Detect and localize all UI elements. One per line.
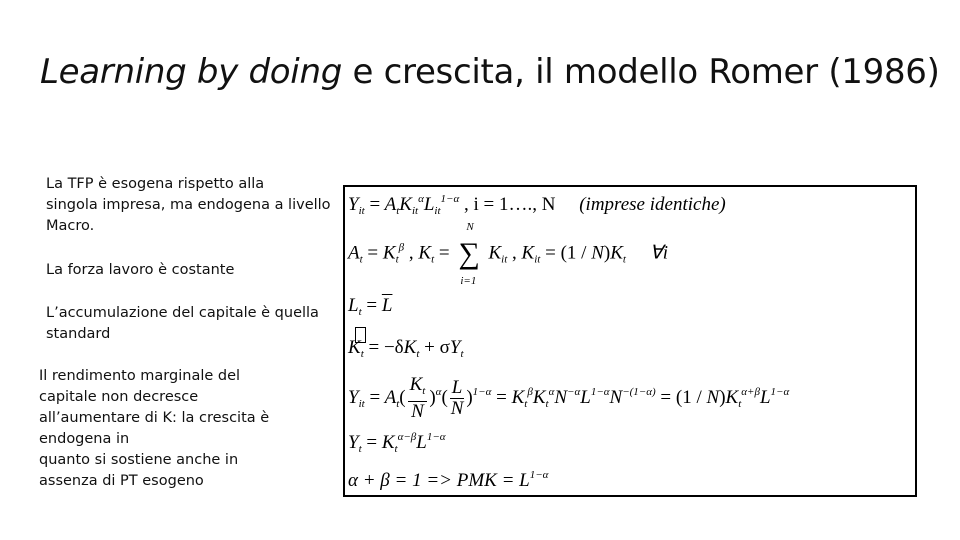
equation-box <box>343 185 917 497</box>
eq2-forall: ∀i <box>649 242 668 264</box>
note-line: quanto si sostiene anche in <box>39 452 239 468</box>
note-line: endogena in <box>39 431 130 447</box>
note-growth <box>39 366 309 492</box>
eq1-tail: , i = 1…., N <box>464 194 556 215</box>
equation-labor: $L_t = \overline{L}$ <box>348 295 393 318</box>
title-rest: e crescita, il modello Romer (1986) <box>341 52 940 92</box>
note-line: La TFP è esogena rispetto alla <box>46 176 265 192</box>
slide-title <box>40 52 940 92</box>
note-line: Il rendimento marginale del <box>39 368 241 384</box>
equation-tfp: $A_t = K_t^\beta$ , $K_t$ = ∑ N i=1 $K_{it}$ , $K_{it} = (1 / N)K_t$ ∀i <box>348 221 668 287</box>
equation-production: $Y_{it} = A_tK_{it}^\alpha L_{it}^{1-\alpha}$ , i = 1…., N (imprese identiche) <box>348 193 726 217</box>
equation-capital: $K_t = -\delta K_t + \sigma Y_t$ <box>348 337 464 360</box>
summation-symbol: ∑ N i=1 <box>458 221 480 287</box>
equation-aggregate: $Y_t = K_t^{\alpha-\beta}L^{1-\alpha}$ <box>348 431 446 455</box>
eq7-text: α + β = 1 => PMK = L <box>348 470 530 491</box>
title-italic: Learning by doing <box>40 52 342 92</box>
note-line: singola impresa, ma endogena a livello <box>46 197 331 213</box>
note-tfp <box>46 174 336 237</box>
note-line: L’accumulazione del capitale è quella <box>46 305 319 321</box>
note-line: Macro. <box>46 218 95 234</box>
note-line: all’aumentare di K: la crescita è <box>39 410 270 426</box>
note-line: La forza lavoro è costante <box>46 262 235 278</box>
note-line: standard <box>46 326 111 342</box>
eq1-note: (imprese identiche) <box>579 194 726 215</box>
note-line: assenza di PT esogeno <box>39 473 204 489</box>
equation-pmk: α + β = 1 => PMK = $L^{1-\alpha}$ <box>348 469 549 491</box>
equation-output-aggregate: $Y_{it} = A_t$( $\frac{K_t}{N}$ )$^\alpha$( $\frac{L}{N}$ )$^{1-\alpha} = K_t^\beta K_t^\alpha N^{-\alpha}L^{1-\alpha}N^{-(1-\alpha)} = (1 / N)K_t^{\alpha+\beta}L^{1-\alpha}$ <box>348 374 790 422</box>
note-line: capitale non decresce <box>39 389 199 405</box>
note-accumulation <box>46 303 326 345</box>
note-labor <box>46 260 336 281</box>
